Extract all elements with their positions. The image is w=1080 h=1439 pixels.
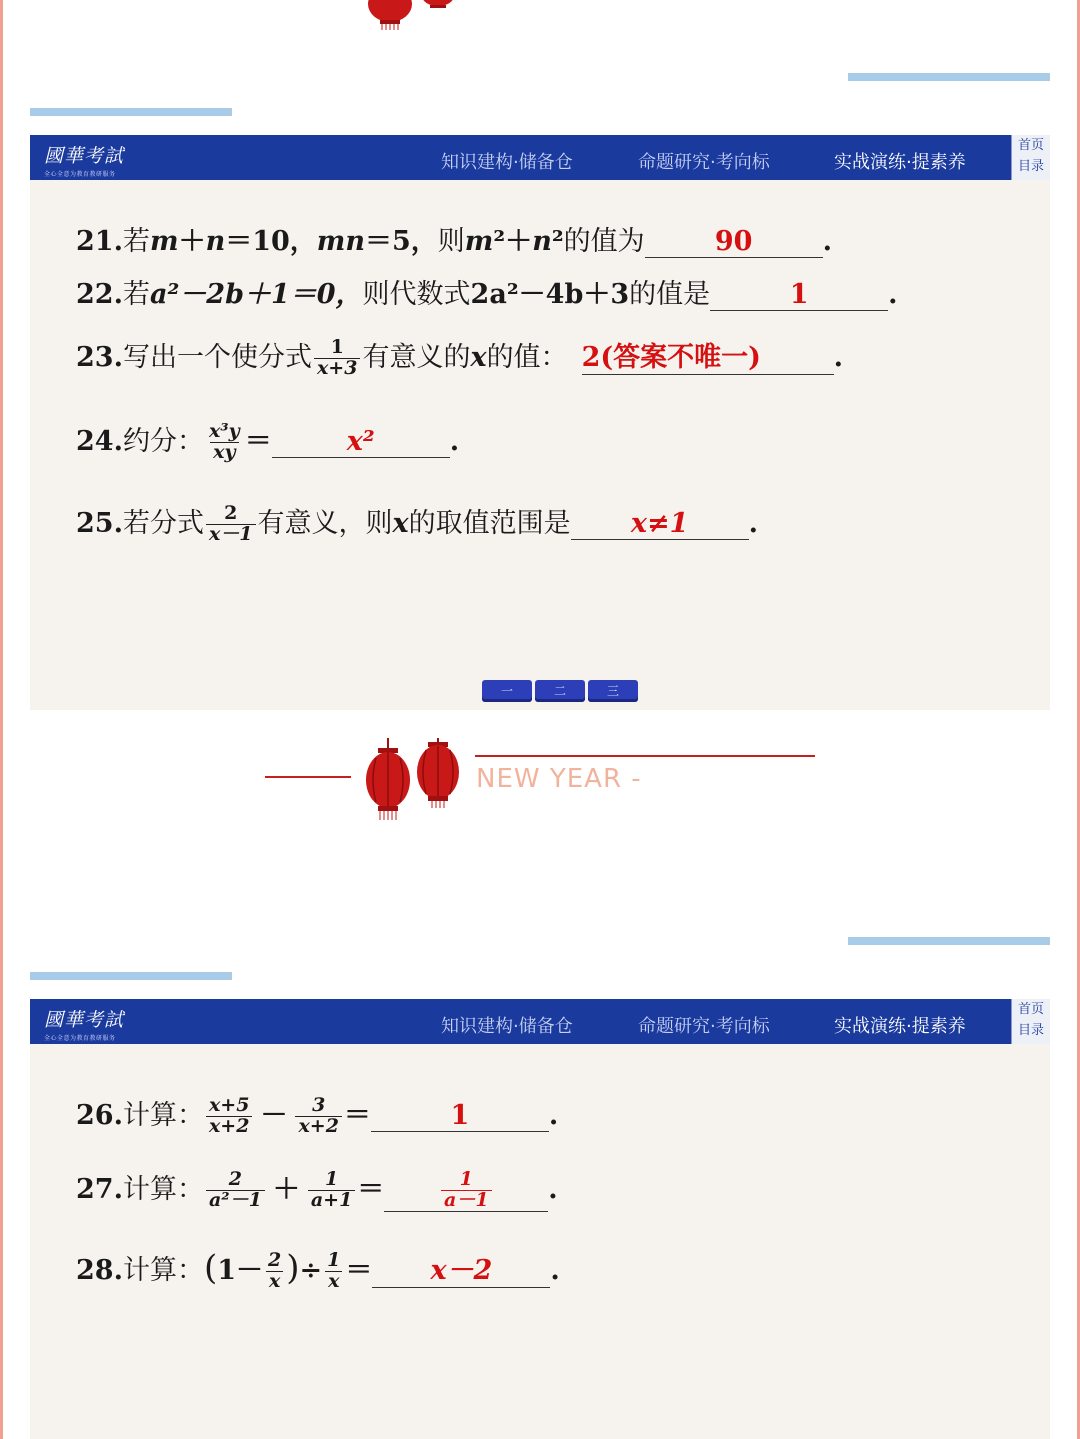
new-year-text: NEW YEAR - [476,764,642,794]
answer-blank: 1 [710,279,888,311]
answer-blank: x－2 [372,1248,550,1288]
answer-blank: 90 [645,226,823,258]
slide-header [30,135,1050,180]
toc-link[interactable]: 目录 [1017,1023,1044,1038]
decor-bar-left [30,972,232,980]
fraction: $\frac{2}{\text{a²－1}}$ [206,1170,265,1211]
fraction: $\frac{1}{x}$ [324,1251,343,1292]
nav-knowledge[interactable]: 知识建构·储备仓 [441,1016,573,1037]
side-nav-box [1011,135,1050,180]
slide-1 [30,135,1050,710]
nav-practice[interactable]: 实战演练·提素养 [834,152,966,173]
question-22: 22.若a²－2b＋1＝0，则代数式2a²－4b＋3的值是 1 . [76,279,898,310]
decor-line-right [475,755,815,757]
pager-button-1[interactable]: 一 [482,680,532,702]
slide-2 [30,999,1050,1439]
fraction: $\frac{x+5}{x+2}$ [206,1096,252,1137]
answer-blank: x≠1 [571,508,749,540]
pager-button-3[interactable]: 三 [588,680,638,702]
fraction: $\frac{1}{x+3}$ [314,338,360,379]
question-28: 28.计算：(1－ $\frac{2}{x}$ )÷ $\frac{1}{x}$ ＝ x－2 . [76,1248,560,1292]
answer-blank: $\frac{1}{a-1}$ [384,1170,548,1212]
nav-research[interactable]: 命题研究·考向标 [638,1016,770,1037]
page-frame-left [0,0,3,1439]
pager-button-2[interactable]: 二 [535,680,585,702]
decor-bar-left [30,108,232,116]
home-link[interactable]: 首页 [1017,138,1044,153]
decor-line-left [265,776,351,778]
fraction: $\frac{1}{a+1}$ [308,1170,355,1211]
fraction: $\frac{\text{x³y}}{xy}$ [208,420,240,463]
answer-blank: 1 [371,1100,549,1132]
question-23: 23.写出一个使分式 $\frac{1}{x+3}$ 有意义的x的值： 2(答案不唯一) . [76,336,843,379]
fraction: $\frac{3}{x+2}$ [295,1096,341,1137]
question-26: 26.计算： $\frac{x+5}{x+2}$ － $\frac{3}{x+2}$ ＝ 1 . [76,1094,559,1137]
decor-bar-right [848,937,1050,945]
fraction: $\frac{2}{x}$ [265,1251,284,1292]
question-27: 27.计算： $\frac{2}{\text{a²－1}}$ ＋ $\frac{1}{a+1}$ ＝ $\frac{1}{a-1}$ . [76,1168,558,1211]
lantern-icon [366,0,462,30]
nav-research[interactable]: 命题研究·考向标 [638,152,770,173]
fraction: $\frac{2}{x-1}$ [206,504,256,545]
answer-blank: x² [272,426,450,458]
side-nav-box [1011,999,1050,1044]
answer-blank: 2(答案不唯一) [582,335,834,375]
question-21: 21.若m＋n＝10，mn＝5，则m²＋n²的值为 90 . [76,226,833,257]
question-25: 25.若分式 $\frac{2}{x-1}$ 有意义，则x的取值范围是 x≠1 . [76,502,759,545]
lantern-icon [364,738,464,822]
slide-header [30,999,1050,1044]
decor-bar-right [848,73,1050,81]
nav-knowledge[interactable]: 知识建构·储备仓 [441,152,573,173]
nav-practice[interactable]: 实战演练·提素养 [834,1016,966,1037]
toc-link[interactable]: 目录 [1017,159,1044,174]
home-link[interactable]: 首页 [1017,1002,1044,1017]
logo: 國華考試 全心全意为教育教研服务 [44,1009,125,1042]
question-24: 24.约分： $\frac{\text{x³y}}{xy}$ ＝ x² . [76,420,460,463]
pager [482,680,641,702]
logo: 國華考試 全心全意为教育教研服务 [44,145,125,178]
